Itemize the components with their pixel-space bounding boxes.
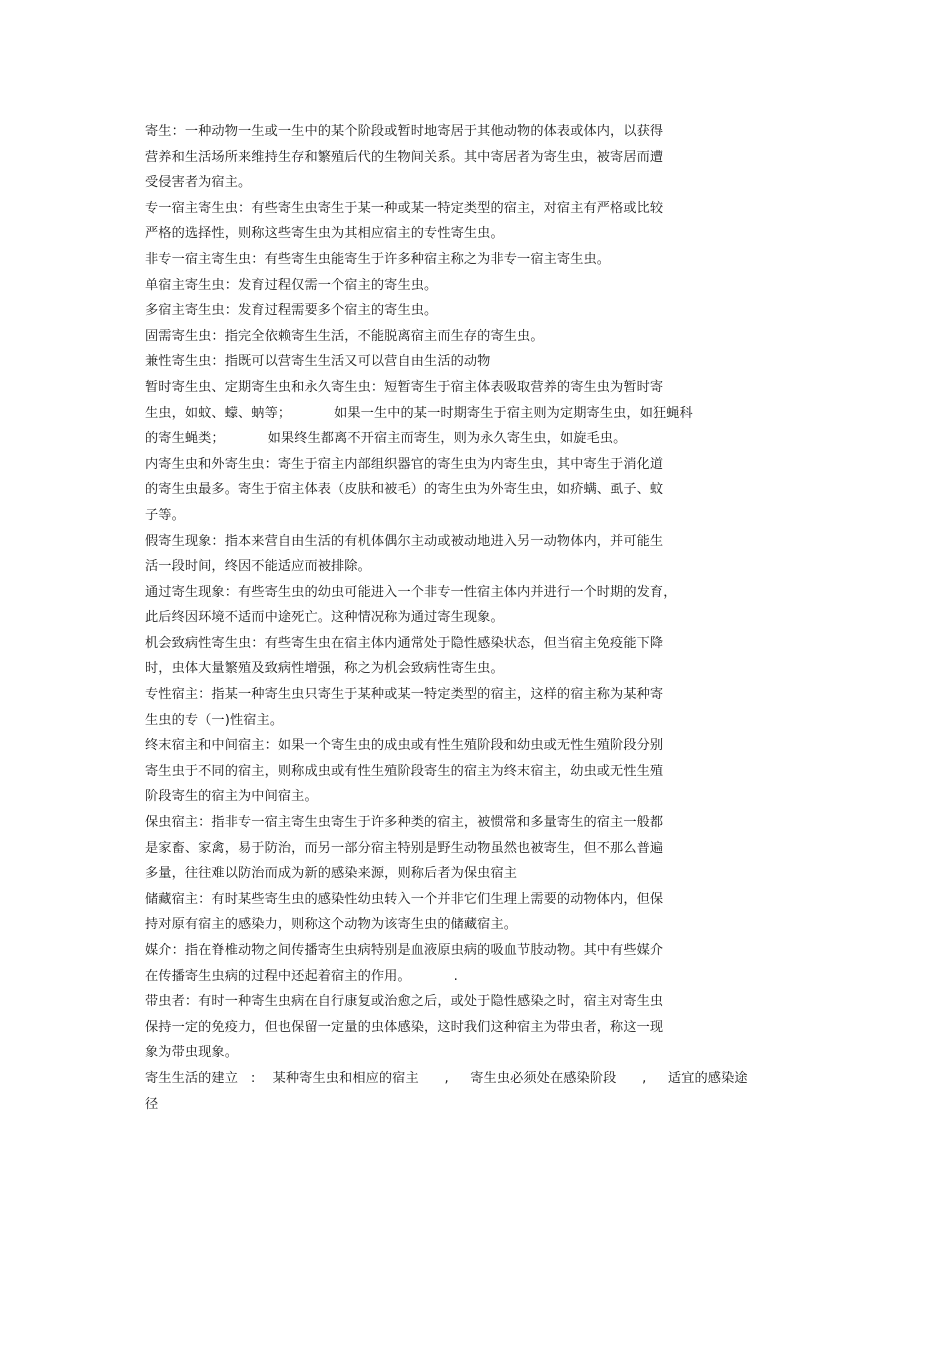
text-line: 单宿主寄生虫：发育过程仅需一个宿主的寄生虫。 — [145, 277, 438, 293]
text-line: 媒介：指在脊椎动物之间传播寄生虫病特别是血液原虫病的吸血节肢动物。其中有些媒介 — [145, 943, 664, 958]
text-line: 在传播寄生虫病的过程中还起着宿主的作用。 . — [145, 968, 458, 984]
text-line: 寄生：一种动物一生或一生中的某个阶段或暂时地寄居于其他动物的体表或体内，以获得 — [145, 124, 664, 139]
text-line: 持对原有宿主的感染力，则称这个动物为该寄生虫的储藏宿主。 — [145, 917, 518, 933]
text-line: 生虫的专（一)性宿主。 — [145, 712, 284, 728]
text-line: 保虫宿主：指非专一宿主寄生虫寄生于许多种类的宿主，被惯常和多量寄生的宿主一般都 — [145, 815, 664, 831]
text-line: 此后终因环境不适而中途死亡。这种情况称为通过寄生现象。 — [145, 610, 504, 626]
text-line: 径 — [145, 1096, 159, 1112]
text-line: 多量，往往难以防治而成为新的感染来源，则称后者为保虫宿主 — [145, 866, 518, 882]
text-line: 严格的选择性，则称这些寄生虫为其相应宿主的专性寄生虫。 — [145, 226, 504, 242]
text-line: 子等。 — [145, 507, 185, 523]
text-line: 带虫者：有时一种寄生虫病在自行康复或治愈之后，或处于隐性感染之时，宿主对寄生虫 — [145, 994, 664, 1010]
text-line: 储藏宿主：有时某些寄生虫的感染性幼虫转入一个并非它们生理上需要的动物体内，但保 — [145, 891, 664, 907]
text-line: 终末宿主和中间宿主：如果一个寄生虫的成虫或有性生殖阶段和幼虫或无性生殖阶段分别 — [145, 738, 664, 754]
text-line: 多宿主寄生虫：发育过程需要多个宿主的寄生虫。 — [145, 303, 438, 319]
document-body — [145, 119, 805, 1117]
text-line: 保持一定的免疫力，但也保留一定量的虫体感染，这时我们这种宿主为带虫者，称这一现 — [145, 1019, 664, 1035]
text-line: 的寄生虫最多。寄生于宿主体表（皮肤和被毛）的寄生虫为外寄生虫，如疥螨、虱子、蚊 — [145, 482, 664, 498]
text-line: 阶段寄生的宿主为中间宿主。 — [145, 789, 318, 805]
text-line: 受侵害者为宿主。 — [145, 175, 252, 191]
text-line: 的寄生蝇类； 如果终生都离不开宿主而寄生，则为永久寄生虫，如旋毛虫。 — [145, 431, 627, 447]
text-line: 专一宿主寄生虫：有些寄生虫寄生于某一种或某一特定类型的宿主，对宿主有严格或比较 — [145, 200, 664, 216]
text-line: 营养和生活场所来维持生存和繁殖后代的生物间关系。其中寄居者为寄生虫，被寄居而遭 — [145, 149, 664, 165]
text-line: 活一段时间，终因不能适应而被排除。 — [145, 559, 371, 575]
text-line: 非专一宿主寄生虫：有些寄生虫能寄生于许多种宿主称之为非专一宿主寄生虫。 — [145, 251, 611, 267]
text-line: 内寄生虫和外寄生虫：寄生于宿主内部组织器官的寄生虫为内寄生虫，其中寄生于消化道 — [145, 456, 664, 472]
text-line: 机会致病性寄生虫：有些寄生虫在宿主体内通常处于隐性感染状态，但当宿主免疫能下降 — [145, 635, 664, 651]
text-line: 通过寄生现象：有些寄生虫的幼虫可能进入一个非专一性宿主体内并进行一个时期的发育， — [145, 584, 677, 600]
text-line: 时，虫体大量繁殖及致病性增强，称之为机会致病性寄生虫。 — [145, 661, 504, 677]
text-line: 寄生虫于不同的宿主，则称成虫或有性生殖阶段寄生的宿主为终末宿主，幼虫或无性生殖 — [145, 763, 664, 779]
text-line: 兼性寄生虫：指既可以营寄生生活又可以营自由生活的动物 — [145, 354, 491, 370]
text-line: 寄生生活的建立 : 某种寄生虫和相应的宿主 , 寄生虫必须处在感染阶段 , 适宜的感染途 — [145, 1070, 748, 1086]
text-line: 暂时寄生虫、定期寄生虫和永久寄生虫：短暂寄生于宿主体表吸取营养的寄生虫为暂时寄 — [145, 379, 664, 395]
text-line: 象为带虫现象。 — [145, 1045, 239, 1061]
text-line: 是家畜、家禽，易于防治，而另一部分宿主特别是野生动物虽然也被寄生，但不那么普遍 — [145, 840, 664, 856]
text-line: 生虫，如蚊、蠓、蚋等； 如果一生中的某一时期寄生于宿主则为定期寄生虫，如狂蝇科 — [145, 405, 693, 421]
text-line: 固需寄生虫：指完全依赖寄生生活，不能脱离宿主而生存的寄生虫。 — [145, 328, 544, 344]
text-line: 专性宿主：指某一种寄生虫只寄生于某种或某一特定类型的宿主，这样的宿主称为某种寄 — [145, 687, 664, 703]
text-line: 假寄生现象：指本来营自由生活的有机体偶尔主动或被动地进入另一动物体内，并可能生 — [145, 533, 664, 549]
